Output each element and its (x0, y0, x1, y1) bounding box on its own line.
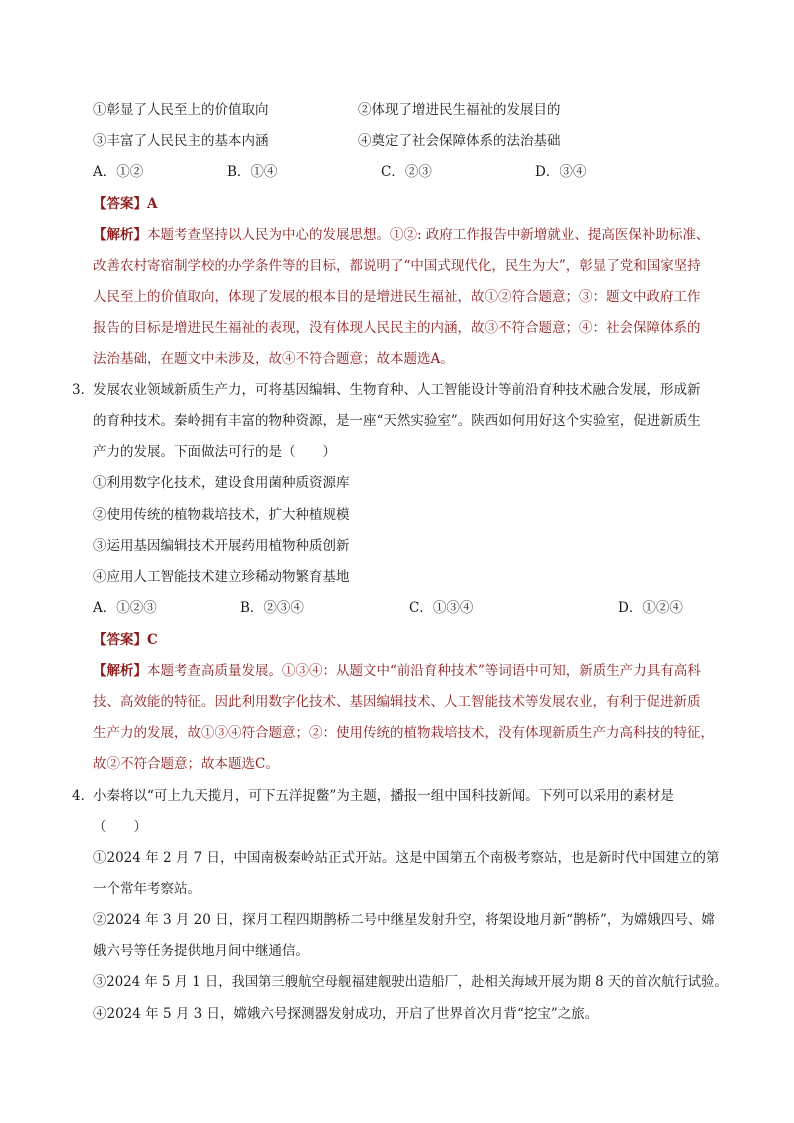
q2-option-c: C．②③ (381, 164, 432, 180)
q3-option-c: C．①③④ (409, 600, 474, 616)
q3-item-4: ④应用人工智能技术建立珍稀动物繁育基地 (93, 569, 350, 585)
q3-number: 3． (72, 382, 95, 398)
q2-item-2: ②体现了增进民生福祉的发展目的 (358, 102, 561, 118)
q2-item-1: ①彰显了人民至上的价值取向 (93, 102, 269, 118)
q3-stem-line-2: 的育种技术。秦岭拥有丰富的物种资源，是一座“天然实验室”。陕西如何用好这个实验室，促进新质生 (93, 413, 701, 429)
q4-item-line-2: 一个常年考察站。 (93, 881, 201, 897)
q2-answer-value: A (147, 196, 158, 212)
q2-option-a: A．①② (93, 164, 144, 180)
q3-stem-line-3: 产力的发展。下面做法可行的是（ ） (93, 444, 336, 460)
q3-analysis-line-4: 故②不符合题意；故本题选C。 (93, 756, 279, 772)
q2-option-d: D．③④ (535, 164, 587, 180)
q2-analysis-line-3: 人民至上的价值取向，体现了发展的根本目的是增进民生福祉，故①②符合题意；③：题文中政府工作 (93, 289, 701, 305)
q3-item-2: ②使用传统的植物栽培技术，扩大种植规模 (93, 507, 350, 523)
q4-stem-line-2: （ ） (93, 819, 147, 835)
q4-stem-line-1: 小秦将以“可上九天揽月，可下五洋捉鳖”为主题，播报一组中国科技新闻。下列可以采用的素材是 (93, 788, 674, 804)
q3-answer-value: C (147, 632, 158, 648)
q4-item-line-6: ④2024 年 5 月 3 日，嫦娥六号探测器发射成功，开启了世界首次月背“挖宝”之旅。 (93, 1006, 599, 1022)
q2-item-4: ④奠定了社会保障体系的法治基础 (358, 133, 561, 149)
q3-stem-line-1: 发展农业领域新质生产力，可将基因编辑、生物育种、人工智能设计等前沿育种技术融合发展，形成新 (93, 382, 701, 398)
q4-item-line-1: ①2024 年 2 月 7 日，中国南极秦岭站正式开站。这是中国第五个南极考察站，也是新时代中国建立的第 (93, 850, 720, 866)
q3-analysis-line-3: 生产力的发展，故①③④符合题意；②：使用传统的植物栽培技术，没有体现新质生产力高科技的特征， (93, 725, 714, 741)
q2-option-b: B．①④ (227, 164, 278, 180)
q2-analysis-tag: 【解析】 (93, 227, 147, 243)
q3-analysis-line-2: 技、高效能的特征。因此利用数字化技术、基因编辑技术、人工智能技术等发展农业，有利于促进新质 (93, 694, 701, 710)
q4-item-line-5: ③2024 年 5 月 1 日，我国第三艘航空母舰福建舰驶出造船厂，赴相关海域开展为期 8 天的首次航行试验。 (93, 974, 728, 990)
q3-option-b: B．②③④ (240, 600, 304, 616)
q4-item-line-4: 娥六号等任务提供地月间中继通信。 (93, 943, 309, 959)
q2-item-3: ③丰富了人民民主的基本内涵 (93, 133, 269, 149)
q3-analysis-line-1: 【解析】本题考查高质量发展。①③④：从题文中“前沿育种技术”等词语中可知，新质生产力具有高科 (93, 663, 701, 679)
q2-analysis-line-4: 报告的目标是增进民生福祉的表现，没有体现人民民主的内涵，故③不符合题意；④：社会保障体系的 (93, 320, 701, 336)
q3-item-3: ③运用基因编辑技术开展药用植物种质创新 (93, 538, 350, 554)
q2-analysis-line-5: 法治基础，在题文中未涉及，故④不符合题意；故本题选A。 (93, 351, 454, 367)
q4-number: 4． (72, 788, 95, 804)
q2-analysis-line-2: 改善农村寄宿制学校的办学条件等的目标，都说明了“中国式现代化，民生为大”，彰显了党和国家坚持 (93, 258, 701, 274)
q2-answer (93, 194, 157, 214)
q3-item-1: ①利用数字化技术，建设食用菌种质资源库 (93, 475, 350, 491)
q2-analysis-line-1: 【解析】本题考查坚持以人民为中心的发展思想。①②: 政府工作报告中新增就业、提高医保补助标准、 (93, 227, 710, 243)
q3-answer (93, 630, 158, 650)
q3-option-a: A．①②③ (93, 600, 157, 616)
q3-answer-tag: 【答案】 (93, 632, 147, 648)
q4-item-line-3: ②2024 年 3 月 20 日，探月工程四期鹊桥二号中继星发射升空，将架设地月新“鹊桥”，为嫦娥四号、嫦 (93, 912, 715, 928)
q3-analysis-tag: 【解析】 (93, 663, 147, 679)
q3-option-d: D．①②④ (618, 600, 683, 616)
q2-answer-tag: 【答案】 (93, 196, 147, 212)
